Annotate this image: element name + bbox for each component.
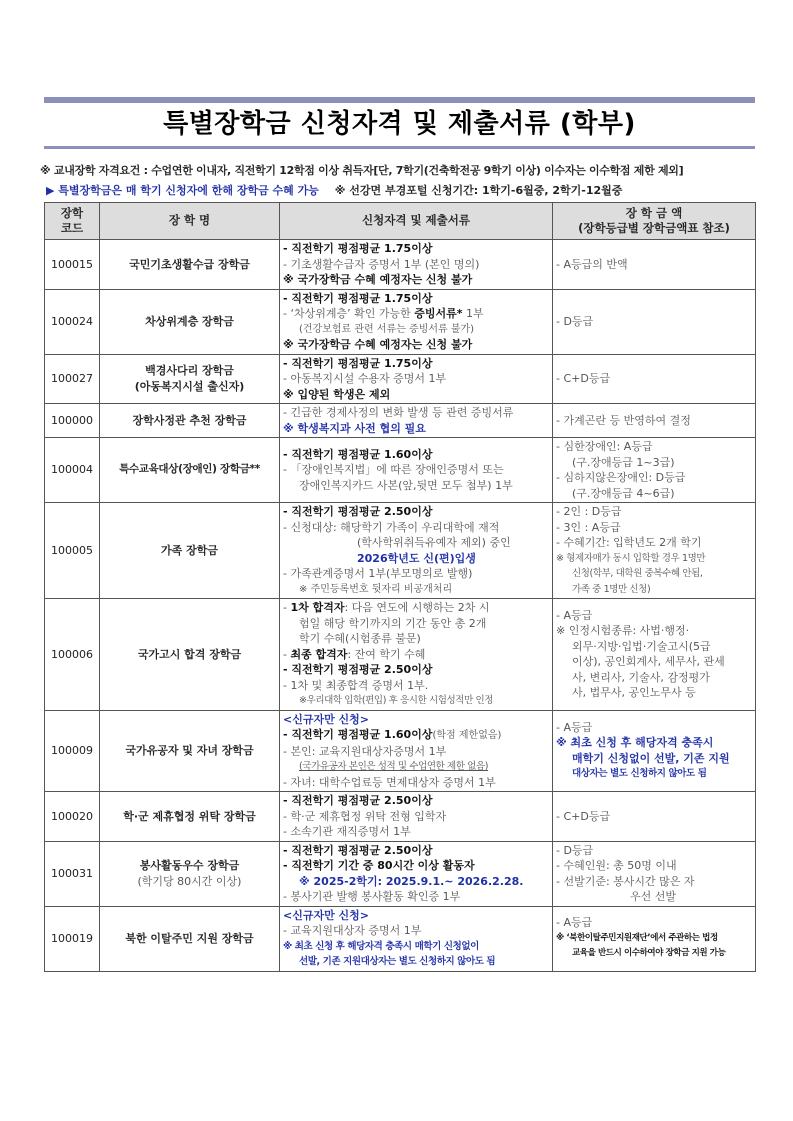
row-code: 100024 [45,289,100,354]
table-header-row [45,203,756,240]
row-code: 100006 [45,599,100,711]
row-code: 100031 [45,841,100,906]
table-row [45,289,756,354]
application-note-main: ▶ 특별장학금은 매 학기 신청자에 한해 장학금 수혜 가능 [46,184,319,197]
row-requirements: <신규자만 신청> - 교육지원대상자 증명서 1부 ※ 최초 신청 후 해당자격 충족시 매학기 신청없이 선발, 기존 지원대상자는 별도 신청하지 않아도 됨 [280,906,553,971]
row-name: 국가유공자 및 자녀 장학금 [100,710,280,792]
row-code: 100019 [45,906,100,971]
row-name: 특수교육대상(장애인) 장학금** [100,438,280,503]
table-row [45,354,756,404]
row-amount: - A등급 ※ 최초 신청 후 해당자격 충족시 매학기 신청없이 선발, 기존 지원 대상자는 별도 신청하지 않아도 됨 [553,710,756,792]
row-amount: - D등급 [553,289,756,354]
row-requirements: - 직전학기 평점평균 1.60이상 - 「장애인복지법」에 따른 장애인증명서 또는 장애인복지카드 사본(앞,뒷면 모두 첨부) 1부 [280,438,553,503]
table-row [45,599,756,711]
row-requirements: - 직전학기 평점평균 2.50이상 - 직전학기 기간 중 80시간 이상 활동자 ※ 2025-2학기: 2025.9.1.~ 2026.2.28. - 봉사기관 발행 봉사활동 확인증 1부 [280,841,553,906]
header-code: 장학 코드 [45,203,100,240]
row-code: 100027 [45,354,100,404]
application-period: ※ 선강면 부경포털 신청기간: 1학기-6월중, 2학기-12월중 [334,184,623,197]
row-code: 100009 [45,710,100,792]
row-requirements: - 긴급한 경제사정의 변화 발생 등 관련 증빙서류 ※ 학생복지과 사전 협의 필요 [280,404,553,438]
row-code: 100005 [45,503,100,599]
row-name: 봉사활동우수 장학금 (학기당 80시간 이상) [100,841,280,906]
row-name: 백경사다리 장학금 (아동복지시설 출신자) [100,354,280,404]
row-requirements: - 직전학기 평점평균 2.50이상 - 학·군 제휴협정 위탁 전형 입학자 - 소속기관 재직증명서 1부 [280,792,553,842]
table-row [45,841,756,906]
row-code: 100004 [45,438,100,503]
row-code: 100015 [45,240,100,290]
row-name: 장학사정관 추천 장학금 [100,404,280,438]
row-name: 학·군 제휴협정 위탁 장학금 [100,792,280,842]
header-name: 장 학 명 [100,203,280,240]
page-title: 특별장학금 신청자격 및 제출서류 (학부) [163,109,636,139]
table-row [45,503,756,599]
row-name: 북한 이탈주민 지원 장학금 [100,906,280,971]
table-row [45,792,756,842]
row-amount: - C+D등급 [553,792,756,842]
row-amount: - A등급 ※ 인정시험종류: 사법·행정· 외무·지방·입법·기술고시(5급 이상), 공인회계사, 세무사, 관세 사, 변리사, 기술사, 감정평가 사, 법무사, 공인노무사 등 [553,599,756,711]
row-amount: - 가계곤란 등 반영하여 결정 [553,404,756,438]
row-amount: - A등급의 반액 [553,240,756,290]
row-name: 차상위계층 장학금 [100,289,280,354]
row-amount: - C+D등급 [553,354,756,404]
row-requirements: <신규자만 신청> - 직전학기 평점평균 1.60이상(학점 제한없음) - 본인: 교육지원대상자증명서 1부 (국가유공자 본인은 성적 및 수업연한 제한 없음) - 자녀: 대학수업료등 면제대상자 증명서 1부 [280,710,553,792]
header-amount: 장 학 금 액 (장학등급별 장학금액표 참조) [553,203,756,240]
row-name: 가족 장학금 [100,503,280,599]
row-amount: - D등급 - 수혜인원: 총 50명 이내 - 선발기준: 봉사시간 많은 자 우선 선발 [553,841,756,906]
table-row [45,404,756,438]
row-requirements: - 직전학기 평점평균 1.75이상 - ‘차상위계층’ 확인 가능한 증빙서류* 1부 (건강보험료 관련 서류는 증빙서류 불가) ※ 국가장학금 수혜 예정자는 신청 불가 [280,289,553,354]
row-code: 100000 [45,404,100,438]
table-row [45,710,756,792]
header-requirements: 신청자격 및 제출서류 [280,203,553,240]
row-code: 100020 [45,792,100,842]
row-requirements: - 직전학기 평점평균 2.50이상 - 신청대상: 해당학기 가족이 우리대학에 재적 (학사학위취득유예자 제외) 중인 2026학년도 신(편)입생 - 가족관계증명서 1부(부모명의로 발행) ※ 주민등록번호 뒷자리 비공개처리 [280,503,553,599]
row-requirements: - 직전학기 평점평균 1.75이상 - 기초생활수급자 증명서 1부 (본인 명의) ※ 국가장학금 수혜 예정자는 신청 불가 [280,240,553,290]
scholarship-table [44,202,756,972]
row-amount: - 2인 : D등급 - 3인 : A등급 - 수혜기간: 입학년도 2개 학기 ※ 형제자매가 동시 입학할 경우 1명만 신청(학부, 대학원 중복수혜 안됨, 가족 중 1명만 신청) [553,503,756,599]
row-amount: - 심한장애인: A등급 (구.장애등급 1~3급) - 심하지않은장애인: D등급 (구.장애등급 4~6급) [553,438,756,503]
row-amount: - A등급 ※ ‘북한이탈주민지원재단’에서 주관하는 법정 교육을 반드시 이수하여야 장학금 지원 가능 [553,906,756,971]
table-row [45,438,756,503]
row-name: 국가고시 합격 장학금 [100,599,280,711]
table-row [45,906,756,971]
title-top-rule [44,97,755,103]
eligibility-note: ※ 교내장학 자격요건 : 수업연한 이내자, 직전학기 12학점 이상 취득자[단, 7학기(건축학전공 9학기 이상) 이수자는 이수학점 제한 제외] [40,164,684,177]
table-row [45,240,756,290]
row-requirements: - 직전학기 평점평균 1.75이상 - 아동복지시설 수용자 증명서 1부 ※ 입양된 학생은 제외 [280,354,553,404]
title-bottom-rule [44,146,755,149]
row-requirements: - 1차 합격자: 다음 연도에 시행하는 2차 시 험일 해당 학기까지의 기간 동안 총 2개 학기 수혜(시험종류 불문) - 최종 합격자: 잔여 학기 수혜 - 직전학기 평점평균 2.50이상 - 1차 및 최종합격 증명서 1부. ※우리대학 입학(편입) 후 응시한 시험성적만 인정 [280,599,553,711]
row-name: 국민기초생활수급 장학금 [100,240,280,290]
application-note [46,182,622,198]
